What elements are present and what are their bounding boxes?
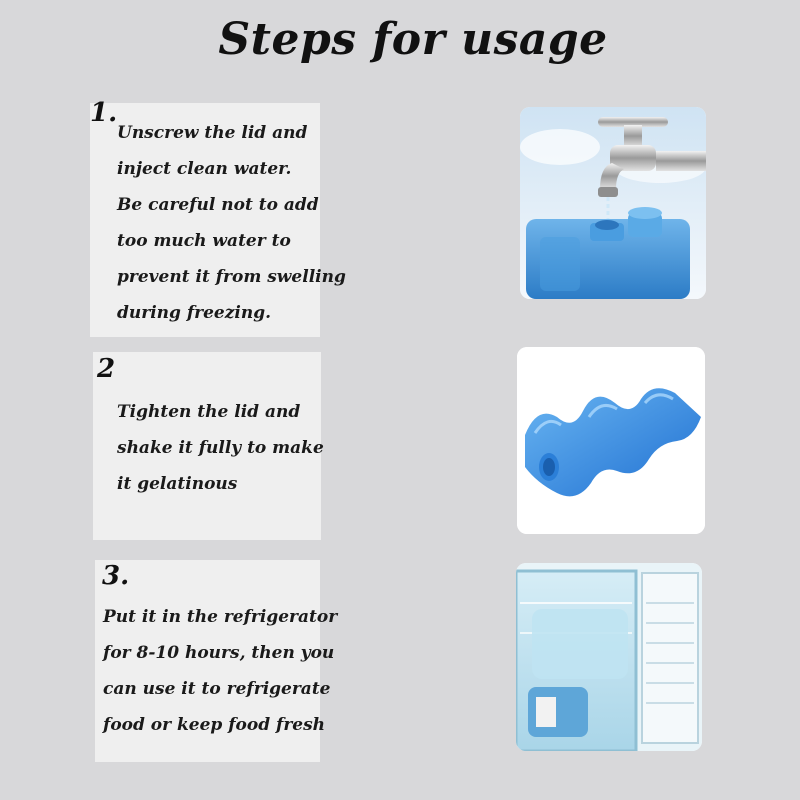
step-1-line: inject clean water. <box>117 159 292 179</box>
freezer-with-ice-pack-icon <box>516 563 702 751</box>
step-1-line: Unscrew the lid and <box>117 123 308 143</box>
step-2-description <box>117 398 324 506</box>
step-3-number: 3. <box>102 561 130 591</box>
step-2-line: it gelatinous <box>117 474 238 494</box>
step-2-number: 2 <box>97 354 116 384</box>
step-1-line: prevent it from swelling <box>117 267 346 287</box>
step-1-line: Be careful not to add <box>117 195 319 215</box>
step-1-line: too much water to <box>117 231 291 251</box>
step-3-line: can use it to refrigerate <box>103 679 331 699</box>
step-2-line: shake it fully to make <box>117 438 324 458</box>
step-3-line: food or keep food fresh <box>103 715 326 735</box>
step-2-line: Tighten the lid and <box>117 402 301 422</box>
step-3-description <box>103 603 337 747</box>
wavy-ice-pack-icon <box>517 347 705 534</box>
page-title: Steps for usage <box>218 14 608 65</box>
step-1-line: during freezing. <box>117 303 272 323</box>
step-3-line: Put it in the refrigerator <box>103 607 338 627</box>
faucet-filling-ice-pack-icon <box>520 107 706 299</box>
step-1-number: 1. <box>90 98 118 128</box>
step-1-description <box>117 119 346 335</box>
step-3-line: for 8-10 hours, then you <box>103 643 335 663</box>
